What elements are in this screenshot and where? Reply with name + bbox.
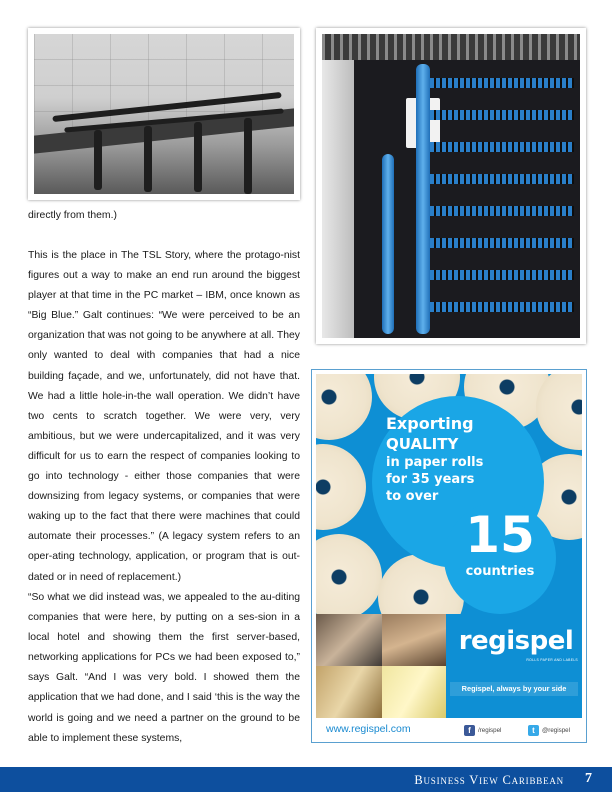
ad-slogan: Regispel, always by your side — [450, 682, 578, 696]
ad-hero — [316, 374, 582, 614]
twitter-link[interactable] — [528, 723, 570, 737]
ad-headline — [386, 414, 536, 505]
ad-product-strip — [316, 614, 582, 718]
headline-line-2: QUALITY — [386, 435, 459, 453]
product-photo-labels — [316, 666, 382, 718]
facebook-handle: /regispel — [478, 726, 502, 734]
patch-panel — [430, 238, 574, 248]
article-body-1 — [28, 246, 300, 588]
server-rack-photo — [316, 28, 586, 344]
cable-tray-photo — [28, 28, 300, 200]
page-number: 7 — [585, 771, 592, 786]
article-paragraph-2: “So what we did instead was, we appealed to the au-diting companies that were here, by putting on a ses-sion in a local hotel and showing them the first server-based, networking applications for PCs we had been exposed to,” says Galt. “And I was very bold. I showed them the application that we had done, and I said ‘this is the way the world is going and we need a partner on the ground to be able to implement these systems, — [28, 592, 300, 744]
patch-panel — [430, 174, 574, 184]
article-paragraph-1: This is the place in The TSL Story, where the protago-nist figures out a way to make an end run around the biggest player at that time in the PC market – IBM, once known as “Big Blue.” Galt continues: “We were perceived to be an organization that was not going to be anywhere at all. They only wanted to deal with companies that had a nice building façade, and we, unfortunately, did not have that. We had a little hole-in-the wall operation. We didn’t have two cents to scratch together. We were very, very ambitious, but we were undercapitalized, and it was very difficult for us to earn the respect of companies looking to go into technology - either those companies that were downsizing from legacy systems, or companies that were waking up to the fact that there were machines that could automate their processes.” (A legacy system refers to an oper-ating technology, application, or program that is out-dated or in need of replacement.) — [28, 250, 300, 583]
patch-panel — [430, 110, 574, 120]
ad-country-label: countries — [465, 564, 535, 579]
headline-line-5: to over — [386, 489, 439, 504]
facebook-link[interactable] — [464, 723, 501, 737]
article-paragraph-fragment: directly from them.) — [28, 210, 117, 221]
ad-footer — [316, 718, 582, 740]
paper-roll — [536, 374, 582, 450]
facebook-icon: f — [464, 725, 475, 736]
cable — [244, 118, 252, 194]
page-footer — [0, 767, 612, 792]
headline-line-4: for 35 years — [386, 472, 475, 487]
article-body-2 — [28, 588, 300, 749]
ad-country-count: 15 — [465, 506, 535, 564]
ad-logo-block — [446, 614, 582, 718]
patch-panel — [430, 206, 574, 216]
twitter-icon: t — [528, 725, 539, 736]
ad-website-link[interactable]: www.regispel.com — [326, 723, 411, 735]
headline-line-3: in paper rolls — [386, 455, 484, 470]
regispel-logo: regispel — [458, 626, 574, 656]
headline-line-1: Exporting — [386, 414, 474, 433]
cable-tray-image — [34, 34, 294, 194]
cable — [144, 126, 152, 192]
paper-roll — [316, 534, 382, 614]
product-photo-terminal — [316, 614, 382, 666]
patch-panel — [430, 302, 574, 312]
article-fragment — [28, 206, 300, 226]
cable-bundle — [382, 154, 394, 334]
publication-name: Business View Caribbean — [414, 773, 564, 787]
twitter-handle: @regispel — [542, 726, 570, 734]
cable — [194, 122, 202, 192]
product-photo-rolls — [382, 666, 446, 718]
cable-bundle — [416, 64, 430, 334]
server-rack-image — [322, 34, 580, 338]
overhead-tray — [322, 34, 580, 60]
cable — [94, 130, 102, 190]
paper-roll — [316, 444, 366, 530]
regispel-logo-tagline: ROLLS PAPER AND LABELS — [526, 658, 578, 662]
product-photo-shopper — [382, 614, 446, 666]
patch-panel — [430, 142, 574, 152]
patch-panel — [430, 78, 574, 88]
patch-panel — [430, 270, 574, 280]
rack-wall — [322, 34, 354, 338]
regispel-advertisement[interactable] — [311, 369, 587, 743]
paper-roll — [316, 374, 372, 440]
